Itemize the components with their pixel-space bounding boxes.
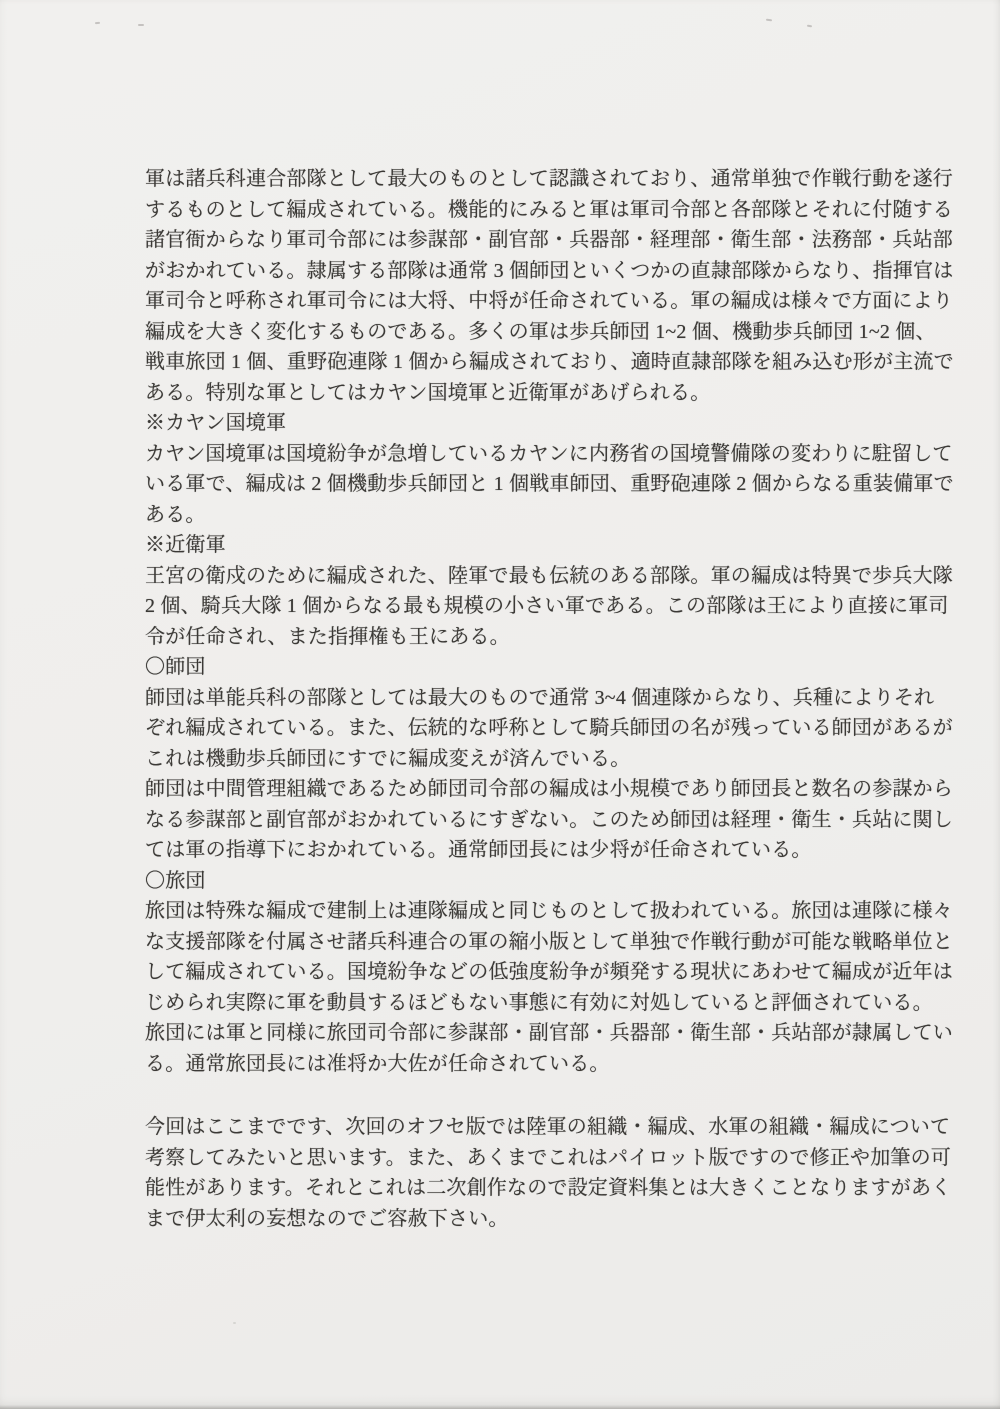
text-line: ある。 — [145, 503, 206, 526]
text-line: いる軍で、編成は 2 個機動歩兵師団と 1 個戦車師団、重野砲連隊 2 個からなる重装備軍で — [145, 473, 954, 495]
scan-speck — [138, 24, 144, 26]
text-line: なる参謀部と副官部がおかれているにすぎない。このため師団は経理・衛生・兵站に関し — [145, 808, 953, 831]
text-line: これは機動歩兵師団にすでに編成変えが済んでいる。 — [145, 747, 631, 770]
text-line: 戦車旅団 1 個、重野砲連隊 1 個から編成されており、適時直隷部隊を組み込む形が主流で — [145, 351, 954, 373]
text-line: ては軍の指導下におかれている。通常師団長には少将が任命されている。 — [145, 839, 812, 861]
body-text-block — [145, 164, 954, 1079]
text-line: 師団は単能兵科の部隊としては最大のもので通常 3~4 個連隊からなり、兵種によりそれ — [145, 686, 935, 709]
text-line: がおかれている。隷属する部隊は通常 3 個師団といくつかの直隷部隊からなり、指揮官は — [145, 259, 954, 282]
scan-speck — [95, 22, 100, 24]
section-heading: 〇師団 — [145, 656, 206, 678]
text-line: 編成を大きく変化するものである。多くの軍は歩兵師団 1~2 個、機動歩兵師団 1~2 個、 — [145, 320, 936, 343]
text-line: 考察してみたいと思います。また、あくまでこれはパイロット版ですので修正や加筆の可 — [145, 1146, 951, 1169]
scan-speck — [807, 25, 812, 28]
text-line: 軍司令と呼称され軍司令には大将、中将が任命されている。軍の編成は様々で方面により — [145, 290, 953, 312]
text-line: 令が任命され、また指揮権も王にある。 — [145, 625, 510, 648]
text-line: 軍は諸兵科連合部隊として最大のものとして認識されており、通常単独で作戦行動を遂行 — [145, 168, 953, 190]
section-heading: ※近衛軍 — [145, 534, 226, 556]
section-heading: 〇旅団 — [145, 869, 206, 892]
text-line: して編成されている。国境紛争などの低強度紛争が頻発する現状にあわせて編成が近年は — [145, 961, 953, 983]
text-line: じめられ実際に軍を動員するほどもない事態に有効に対処していると評価されている。 — [145, 991, 933, 1014]
section-heading: ※カヤン国境軍 — [145, 412, 287, 434]
text-line: 諸官衙からなり軍司令部には参謀部・副官部・兵器部・経理部・衛生部・法務部・兵站部 — [145, 229, 953, 251]
text-line: ある。特別な軍としてはカヤン国境軍と近衛軍があげられる。 — [145, 381, 711, 404]
scan-speck — [233, 1322, 236, 1324]
scan-speck — [766, 19, 772, 22]
text-line: な支援部隊を付属させ諸兵科連合の軍の縮小版として単独で作戦行動が可能な戦略単位と — [145, 930, 953, 953]
text-line: 師団は中間管理組織であるため師団司令部の編成は小規模であり師団長と数名の参謀から — [145, 778, 953, 800]
text-line: ぞれ編成されている。また、伝統的な呼称として騎兵師団の名が残っている師団があるが — [145, 717, 953, 739]
text-line: 王宮の衛戍のために編成された、陸軍で最も伝統のある部隊。軍の編成は特異で歩兵大隊 — [145, 564, 953, 587]
text-line: まで伊太利の妄想なのでご容赦下さい。 — [145, 1207, 509, 1230]
text-line: 今回はここまでです、次回のオフセ版では陸軍の組織・編成、水軍の組織・編成について — [145, 1116, 951, 1138]
text-line: 能性があります。それとこれは二次創作なので設定資料集とは大きくことなりますがあく — [145, 1177, 952, 1199]
text-line: カヤン国境軍は国境紛争が急増しているカヤンに内務省の国境警備隊の変わりに駐留して — [145, 442, 953, 465]
text-line: る。通常旅団長には准将か大佐が任命されている。 — [145, 1052, 610, 1075]
text-line: 旅団は特殊な編成で建制上は連隊編成と同じものとして扱われている。旅団は連隊に様々 — [145, 900, 953, 922]
text-line: 旅団には軍と同様に旅団司令部に参謀部・副官部・兵器部・衛生部・兵站部が隷属してい — [145, 1022, 953, 1044]
scan-edge-shadow — [0, 1405, 1000, 1409]
text-line: するものとして編成されている。機能的にみると軍は軍司令部と各部隊とそれに付随する — [145, 198, 953, 221]
closing-paragraph-block — [145, 1112, 952, 1234]
text-line: 2 個、騎兵大隊 1 個からなる最も規模の小さい軍である。この部隊は王により直接に軍司 — [145, 595, 949, 617]
